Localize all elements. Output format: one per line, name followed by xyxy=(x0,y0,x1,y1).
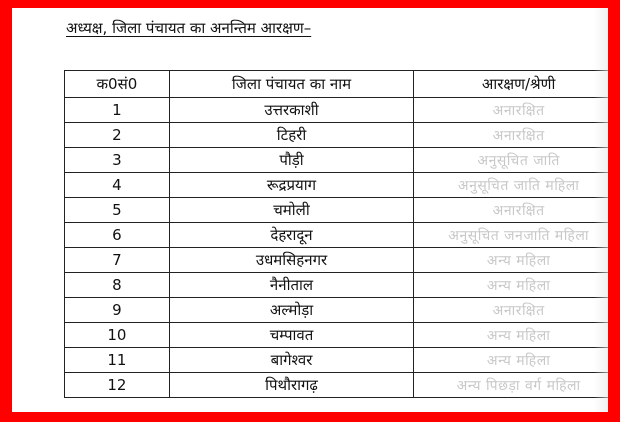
cell-category: अन्य महिला xyxy=(414,248,608,273)
header-serial: क0सं0 xyxy=(65,71,170,98)
cell-category: अन्य महिला xyxy=(414,348,608,373)
cell-district-name: उत्तरकाशी xyxy=(169,98,414,123)
page-edge-shadow xyxy=(594,8,608,412)
table-row xyxy=(65,348,609,373)
reservation-table xyxy=(64,70,608,398)
table-row xyxy=(65,248,609,273)
document-page xyxy=(12,8,608,412)
table-row xyxy=(65,98,609,123)
cell-serial: 11 xyxy=(65,348,170,373)
cell-serial: 6 xyxy=(65,223,170,248)
table-row xyxy=(65,123,609,148)
cell-serial: 1 xyxy=(65,98,170,123)
cell-category: अनुसूचित जाति xyxy=(414,148,608,173)
table-header xyxy=(65,71,609,98)
cell-district-name: पौड़ी xyxy=(169,148,414,173)
table-row xyxy=(65,223,609,248)
cell-district-name: देहरादून xyxy=(169,223,414,248)
table-row xyxy=(65,373,609,398)
cell-category: अनुसूचित जाति महिला xyxy=(414,173,608,198)
table-row xyxy=(65,148,609,173)
cell-serial: 10 xyxy=(65,323,170,348)
cell-category: अनारक्षित xyxy=(414,123,608,148)
cell-district-name: चम्पावत xyxy=(169,323,414,348)
cell-district-name: बागेश्वर xyxy=(169,348,414,373)
cell-serial: 4 xyxy=(65,173,170,198)
document-title: अध्यक्ष, जिला पंचायत का अनन्तिम आरक्षण– xyxy=(66,19,312,37)
table-body xyxy=(65,98,609,398)
header-district-panchayat: जिला पंचायत का नाम xyxy=(169,71,414,98)
cell-serial: 2 xyxy=(65,123,170,148)
cell-serial: 9 xyxy=(65,298,170,323)
cell-category: अन्य महिला xyxy=(414,323,608,348)
cell-category: अनारक्षित xyxy=(414,198,608,223)
cell-district-name: पिथौरागढ़ xyxy=(169,373,414,398)
cell-serial: 7 xyxy=(65,248,170,273)
header-category: आरक्षण/श्रेणी xyxy=(414,71,608,98)
cell-category: अनारक्षित xyxy=(414,298,608,323)
table-row xyxy=(65,298,609,323)
cell-serial: 8 xyxy=(65,273,170,298)
cell-district-name: चमोली xyxy=(169,198,414,223)
header-row xyxy=(65,71,609,98)
table-row xyxy=(65,273,609,298)
cell-category: अनुसूचित जनजाति महिला xyxy=(414,223,608,248)
cell-district-name: नैनीताल xyxy=(169,273,414,298)
cell-category: अन्य पिछड़ा वर्ग महिला xyxy=(414,373,608,398)
table-row xyxy=(65,173,609,198)
cell-serial: 3 xyxy=(65,148,170,173)
cell-serial: 12 xyxy=(65,373,170,398)
cell-category: अन्य महिला xyxy=(414,273,608,298)
cell-serial: 5 xyxy=(65,198,170,223)
cell-district-name: टिहरी xyxy=(169,123,414,148)
table-row xyxy=(65,198,609,223)
cell-district-name: रूद्रप्रयाग xyxy=(169,173,414,198)
cell-district-name: उधमसिहनगर xyxy=(169,248,414,273)
table-row xyxy=(65,323,609,348)
cell-category: अनारक्षित xyxy=(414,98,608,123)
cell-district-name: अल्मोड़ा xyxy=(169,298,414,323)
